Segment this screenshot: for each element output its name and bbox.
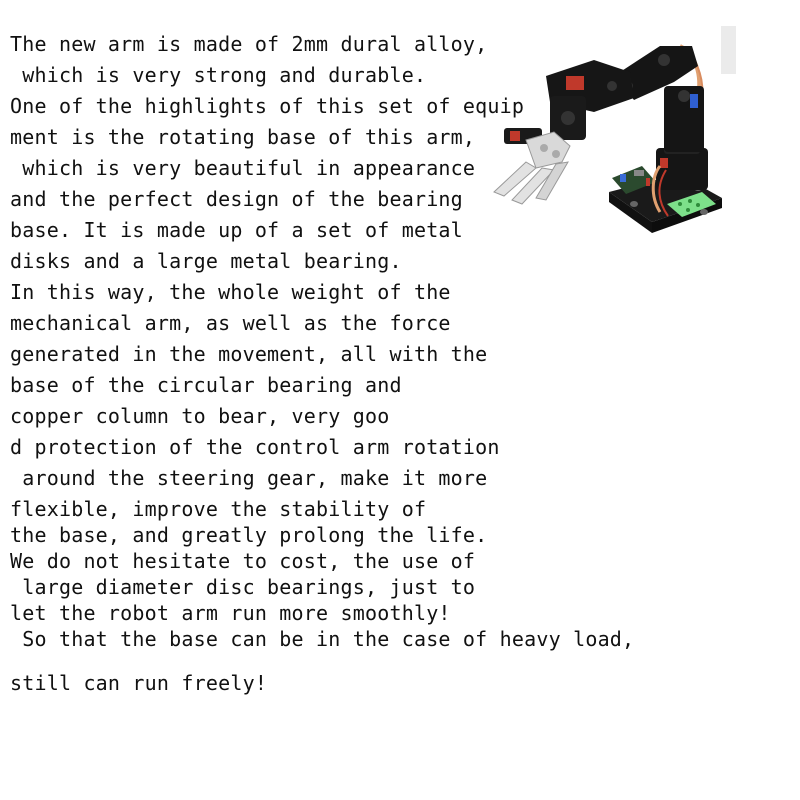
description-line: which is very beautiful in appearance [10,156,476,180]
description-line: mechanical arm, as well as the force [10,311,451,335]
description-line: We do not hesitate to cost, the use of [10,549,476,573]
description-line: the base, and greatly prolong the life. [10,523,488,547]
description-line: One of the highlights of this set of equip [10,94,525,118]
description-line: flexible, improve the stability of [10,497,427,521]
description-text [10,0,635,695]
description-line: In this way, the whole weight of the [10,280,451,304]
description-line: ment is the rotating base of this arm, [10,125,476,149]
description-line: The new arm is made of 2mm dural alloy, [10,32,488,56]
description-line: base of the circular bearing and [10,373,402,397]
description-line: So that the base can be in the case of heavy load, [10,627,635,651]
description-line: large diameter disc bearings, just to [10,575,476,599]
description-line: generated in the movement, all with the [10,342,488,366]
description-line: around the steering gear, make it more [10,466,488,490]
description-line: which is very strong and durable. [10,63,427,87]
description-line: disks and a large metal bearing. [10,249,402,273]
description-line: copper column to bear, very goo [10,404,390,428]
description-line: let the robot arm run more smoothly! [10,601,451,625]
robot-arm-product-image [484,36,734,248]
description-line: and the perfect design of the bearing [10,187,463,211]
description-line: base. It is made up of a set of metal [10,218,463,242]
description-line: d protection of the control arm rotation [10,435,500,459]
description-line: still can run freely! [10,671,268,695]
